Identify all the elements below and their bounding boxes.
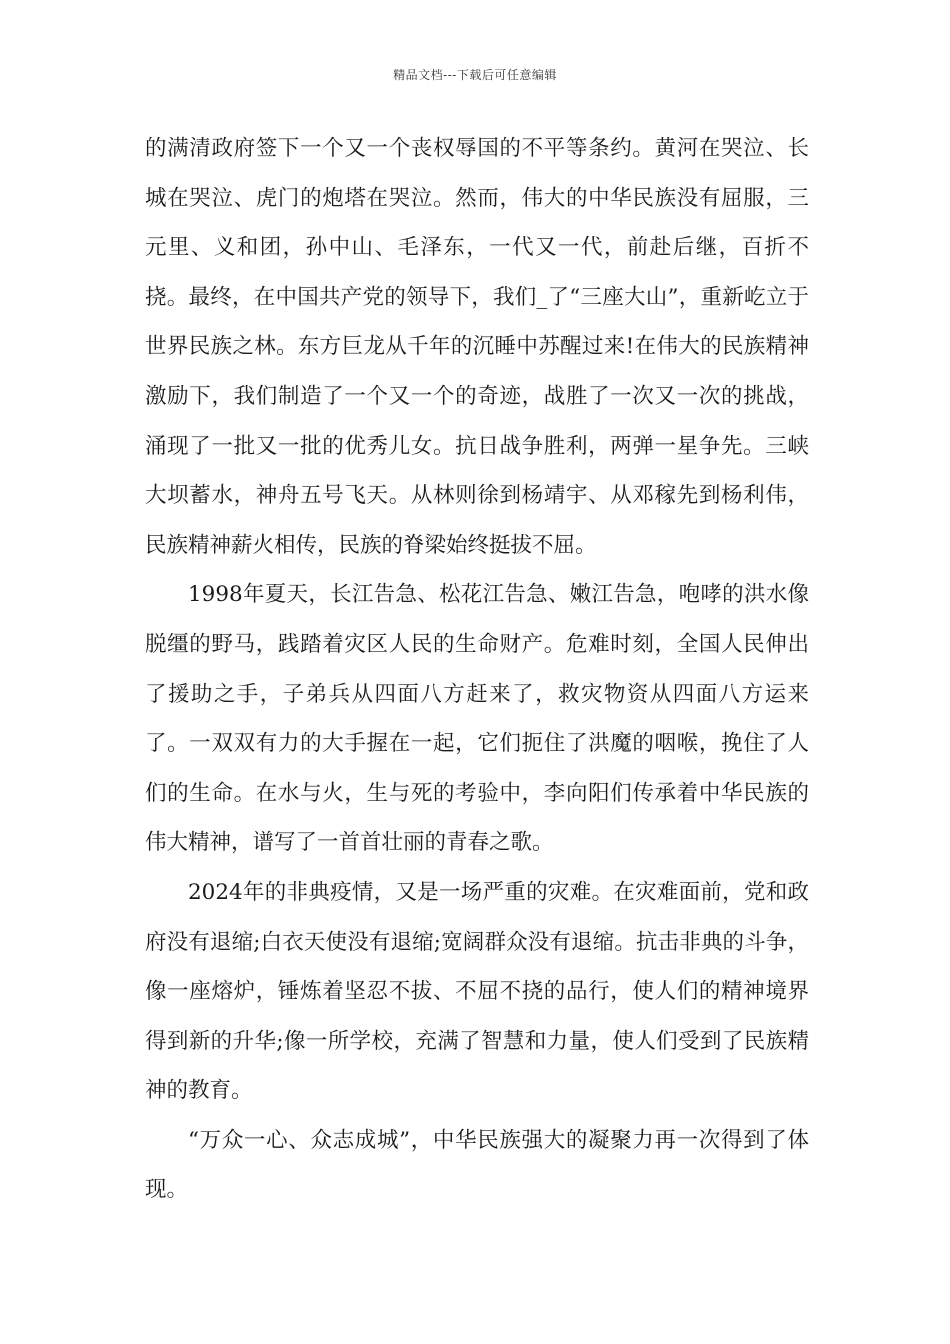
paragraph-4: “万众一心、众志成城”，中华民族强大的凝聚力再一次得到了体现。 xyxy=(145,1127,809,1203)
page-header: 精品文档---下载后可任意编辑 xyxy=(393,68,557,82)
document-body xyxy=(145,124,809,1215)
paragraph-3: 2024年的非典疫情，又是一场严重的灾难。在灾难面前，党和政府没有退缩;白衣天使没有退缩;宽阔群众没有退缩。抗击非典的斗争，像一座熔炉，锤炼着坚忍不拔、不屈不挠的品行，使人们的精神境界得到新的升华;像一所学校，充满了智慧和力量，使人们受到了民族精神的教育。 xyxy=(145,879,809,1104)
paragraph-2: 1998年夏天，长江告急、松花江告急、嫩江告急，咆哮的洪水像脱缰的野马，践踏着灾区人民的生命财产。危难时刻，全国人民伸出了援助之手，子弟兵从四面八方赶来了，救灾物资从四面八方运来了。一双双有力的大手握在一起，它们扼住了洪魔的咽喉，挽住了人们的生命。在水与火，生与死的考验中，李向阳们传承着中华民族的伟大精神，谱写了一首首壮丽的青春之歌。 xyxy=(145,582,809,856)
paragraph-1: 的满清政府签下一个又一个丧权辱国的不平等条约。黄河在哭泣、长城在哭泣、虎门的炮塔在哭泣。然而，伟大的中华民族没有屈服，三元里、义和团，孙中山、毛泽东，一代又一代，前赴后继，百折不挠。最终，在中国共产党的领导下，我们_了“三座大山”，重新屹立于世界民族之林。东方巨龙从千年的沉睡中苏醒过来!在伟大的民族精神激励下，我们制造了一个又一个的奇迹，战胜了一次又一次的挑战，涌现了一批又一批的优秀儿女。抗日战争胜利，两弹一星争先。三峡大坝蓄水，神舟五号飞天。从林则徐到杨靖宇、从邓稼先到杨利伟，民族精神薪火相传，民族的脊梁始终挺拔不屈。 xyxy=(145,136,809,558)
